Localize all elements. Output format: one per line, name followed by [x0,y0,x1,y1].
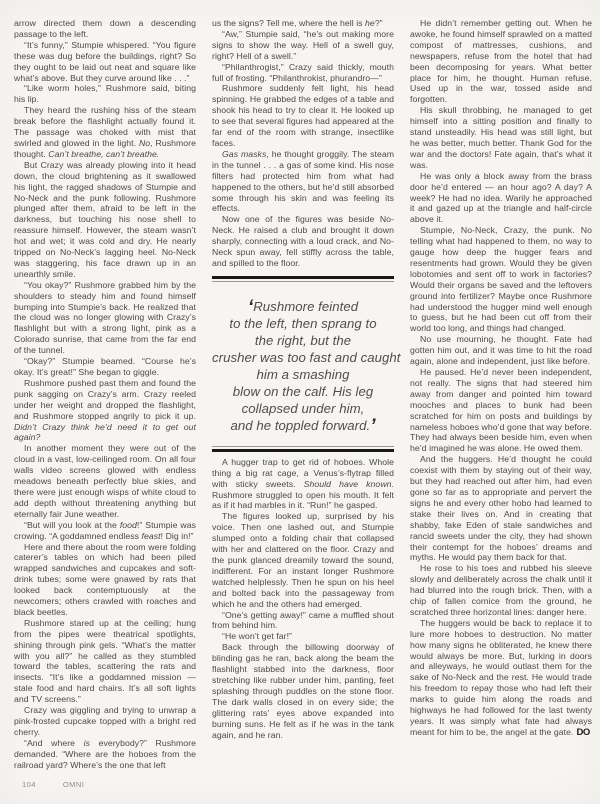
pull-quote-line: ‘Rushmore feinted [247,296,359,318]
pull-quote-line: the right, but the [254,332,352,348]
paragraph: us the signs? Tell me, where the hell is he?” [212,18,383,28]
column-2-top-text [212,18,394,269]
close-quote-mark: ’ [370,415,376,437]
page-footer [22,780,84,789]
pull-quote-line: and he toppled forward.’ [230,415,376,437]
paragraph: Stumpie, No-Neck, Crazy, the punk. No telling what had happened to them, no way to gauge how deep the hugger fears and resentments had grown. Would they be given lobotomies and sent off to work in factories? Would their organs be saved and the leftovers ground into fertilizer? Maybe once Rushmore had understood the hugger mind well enough to guess, but he had been cut off from their world too long, and things had changed. [410,225,592,334]
column-3 [410,18,592,771]
thin-rule [212,446,394,447]
paragraph: The figures looked up, surprised by his voice. Then one lashed out, and Stumpie slumped onto a folding chair that collapsed with her and clattered on the floor. Crazy and the punk glanced dreamily toward the sound, indifferent. For an instant longer Rushmore watched helplessly. Then he spun on his heel and bolted back into the passageway from which he and the others had emerged. [212,511,394,609]
paragraph: “He won’t get far!” [222,631,292,642]
paragraph: His skull throbbing, he managed to get himself into a sitting position and finally to stand unsteadily. His head was still light, but he was better, much better. Thank God for the war and the doctors! Fate again, that’s what it was. [410,105,592,170]
paragraph: Gas masks, he thought groggily. The steam in the tunnel . . . a gas of some kind. His nose filters had protected him from what had happened to the others, but he’d still absorbed some through his skin and was feeling its effects. [212,148,394,214]
paragraph: Rushmore stared up at the ceiling; hung from the pipes were theatrical spotlights, shining through pink gels. “What’s the matter with you all?” he called as they stumbled toward the tables, scattering the rats and insects. “It’s like a goddamned mission — stale food and hard chairs. It’s all soft lights and TV screens.” [14,617,196,705]
thick-rule [212,276,394,279]
paragraph: arrow directed them down a descending passage to the left. [14,18,196,39]
paragraph: “One’s getting away!” came a muffled shout from behind him. [212,609,394,631]
paragraph: He rose to his toes and rubbed his sleeve slowly and deliberately across the chalk until it had blurred into the rough brick. Then, with a chip of fallen cornice from the ground, he scratched three horizontal lines: danger here. [410,563,592,617]
paragraph: In another moment they were out of the cloud in a vast, low-ceilinged room. On all four walls video screens glowed with endless meadows beneath perfectly blue skies, and there were just enough wisps of white cloud to add depth without threatening anything but eternally fair June weather. [14,443,196,519]
column-2-bottom-text [212,457,394,741]
paragraph: Back through the billowing doorway of blinding gas he ran, back along the beam the flashlight stabbed into the darkness, floor stretching like rubber under him, panting, feet splashing through puddles on the stone floor. The dark walls closed in on every side; the glittering rats’ eyes above expanded into burning suns. He felt as if he was in the tank again, and he ran. [212,642,394,740]
magazine-name: OMNI [62,780,85,789]
paragraph: “You okay?” Rushmore grabbed him by the shoulders to steady him and found himself bumping into Stumpie’s back. He realized that the cloud was no longer glowing with Crazy’s flashlight but with a strong light, pink as a Colorado sunrise, that came from the far end of the tunnel. [14,279,196,356]
paragraph: He paused. He’d never been independent, not really. The signs that had steered him away from danger and pointed him toward mooches and places to bunk had been scratched for him on posts and buildings by nameless hoboes who’d gone that way before. They had always been beside him, even when he’d imagined he was alone. He owed them. [410,367,592,454]
pull-quote-line: crusher was too fast and caught [212,349,401,365]
open-quote-mark: ‘ [247,296,254,318]
pull-quote-line: him a smashing [256,366,350,382]
paragraph: “It’s funny,” Stumpie whispered. “You figure these was dug before the buildings, right? So they ought to be laid out neat and square like what’s above. But they curve around like . . .” [14,39,196,83]
pull-quote-block [212,276,401,452]
paragraph: “And where is everybody?” Rushmore demanded. “Where are the hoboes from the railroad yard? Where’s the one that left [14,737,196,770]
paragraph: They heard the rushing hiss of the steam break before the flashlight actually found it. The passage was choked with mist that swirled and glowed in the light. No, Rushmore thought. Can’t breathe, can’t breathe. [14,105,196,159]
paragraph: But Crazy was already plowing into it head down, the cloud brightening as it swallowed his light, the ragged shadows of Stumpie and No-Neck and the punk following. Rushmore plunged after them, afraid to be left in the darkness, but touching his nose shell to reassure himself. However, the steam wasn’t hot and wet; it was cold and dry. He nearly tripped on No-Neck’s lagging heel. No-Neck was staggering, his face drawn up in an unearthly smile. [14,159,196,279]
pull-quote-line: collapsed under him, [241,400,365,416]
paragraph: Crazy was giggling and trying to unwrap a pink-frosted cupcake topped with a bright red cherry. [14,705,196,737]
paragraph: And the huggers. He’d thought he could coexist with them by staying out of their way, but they had reached out after him, had even gone so far as to appropriate and pervert the signs he and every other hobo had learned to stake their lives on. And in creating that shabby, fake Eden of stale sandwiches and rancid sweets under the city, they had shown their contempt for the hoboes’ dreams and myths. He would pay them back for that. [410,454,592,563]
paragraph: “Philanthrogist,” Crazy said thickly, mouth full of frosting. “Philanthrokist, phurandro—” [212,61,394,83]
end-of-story-mark: DO [576,726,590,738]
pull-quote-bottom-rule [212,446,394,452]
paragraph: A hugger trap to get rid of hoboes. Whole thing a big rat cage, a Venus’s-flytrap filled with sticky sweets. Should have known. Rushmore struggled to open his mouth. It felt as if it had marbles in it. “Run!” he gasped. [212,456,394,511]
paragraph: Rushmore suddenly felt light, his head spinning. He grabbed the edges of a table and shook his head to try to clear it. He looked up to see that several figures had appeared at the far end of the room with strange, insectlike faces. [212,83,395,148]
paragraph: “But will you look at the food!” Stumpie was crowing. “A goddamned endless feast! Dig in!” [14,519,196,541]
paragraph: He didn’t remember getting out. When he awoke, he found himself sprawled on a matted compost of mattresses, cushions, and newspapers, refuse from the hotel that had been decomposing for years. What better place for him, he thought. Human refuse. Used up in the war, tossed aside and forgotten. [410,18,592,105]
paragraph: No use mourning, he thought. Fate had gotten him out, and it was time to hit the road again, alone and independent, just like before. [410,334,592,367]
pull-quote-text [212,282,401,446]
text-columns [14,18,592,771]
paragraph: The huggers would be back to replace it to lure more hoboes to destruction. No matter how many signs he obliterated, he knew there would always be more. But, lurking in doors and alleyways, he would outlast them for the sake of No-Neck and the rest. He would trade his freedom to repay those who had left their marks to guide him along the roads and highways he had followed for the last twenty years. It was simply what fate had always meant for him to be, the angel at the gate. DO [410,617,592,738]
paragraph: Now one of the figures was beside No-Neck. He raised a club and brought it down sharply, connecting with a loud crack, and No-Neck spun away, fell stiffly across the table, and spilled to the floor. [212,214,394,268]
pull-quote-line: to the left, then sprang to [229,315,377,331]
thick-rule [212,449,394,452]
column-2 [212,18,401,771]
paragraph: “Like worm holes,” Rushmore said, biting his lip. [14,83,196,105]
pull-quote-line: blow on the calf. His leg [232,383,374,399]
column-1 [14,18,196,771]
paragraph: “Aw,” Stumpie said, “he’s out making more signs to show the way. Hell of a swell guy, right? Hell of a swell.” [212,28,394,61]
paragraph: “Okay?” Stumpie beamed. “Course he’s okay. It’s great!” She began to giggle. [14,356,196,377]
paragraph: He was only a block away from the brass door he’d entered — an hour ago? A day? A week? He had no idea. Warily he approached it and gazed up at the triangle and half-circle above it. [410,170,592,225]
paragraph: Here and there about the room were folding caterer’s tables on which had been piled wrapped sandwiches and cupcakes and soft-drink tubes; some were gnawed by rats that looked back contemptuously at the newcomers; others crawled with roaches and black beetles. [14,541,196,617]
page-number: 104 [22,780,36,789]
paragraph: Rushmore pushed past them and found the punk sagging on Crazy’s arm. Crazy reeled under her weight and dropped the flashlight, and Rushmore stopped angrily to pick it up. Didn’t Crazy think he’d need it to get out again? [14,377,196,443]
